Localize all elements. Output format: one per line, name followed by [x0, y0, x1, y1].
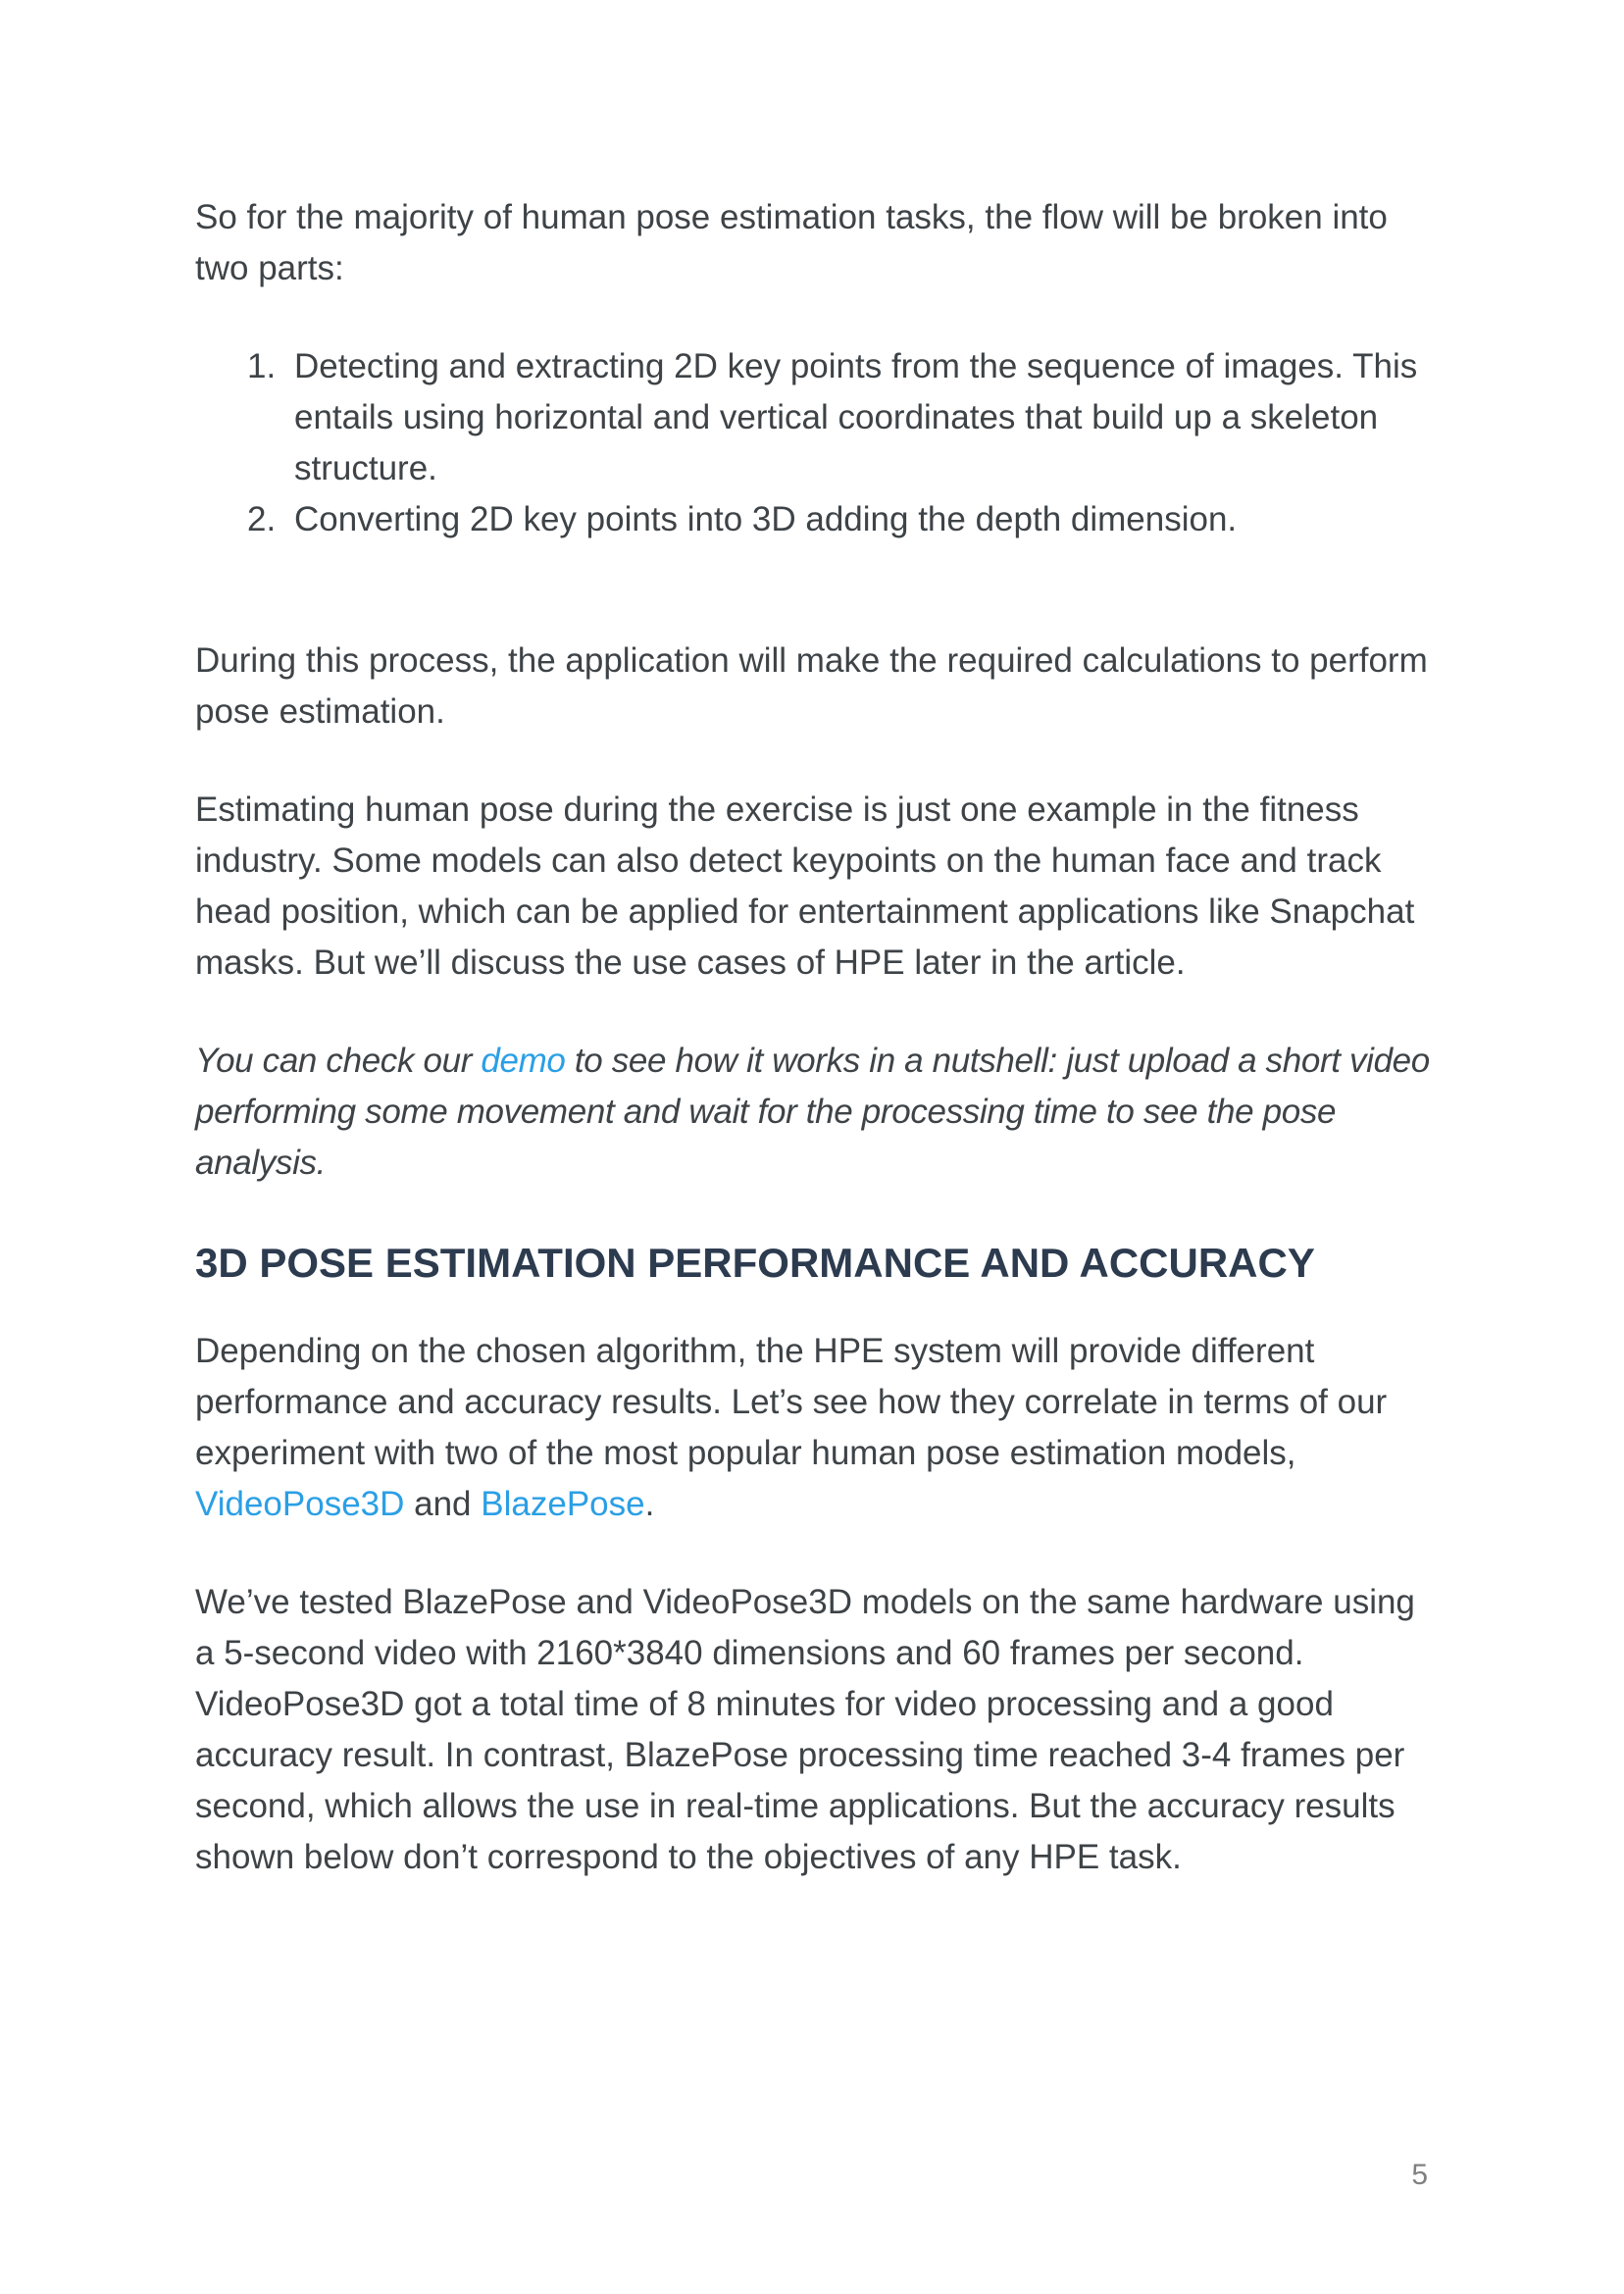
- depending-paragraph-end-text: .: [644, 1485, 655, 1523]
- list-item: [195, 341, 1433, 494]
- numbered-list: [195, 341, 1433, 545]
- videopose3d-link[interactable]: VideoPose3D: [195, 1485, 405, 1523]
- list-item-text: Detecting and extracting 2D key points from the sequence of images. This entails using horizontal and vertical coordinates that build up a skeleton structure.: [294, 347, 1418, 487]
- paragraph-intro: So for the majority of human pose estimation tasks, the flow will be broken into two parts:: [195, 198, 1388, 287]
- list-item: [195, 494, 1433, 545]
- demo-paragraph-pre-text: You can check our: [195, 1042, 482, 1080]
- list-item-marker: 1.: [247, 347, 277, 385]
- paragraph-estimating: Estimating human pose during the exercise is just one example in the fitness industry. Some models can also detect keypoints on the human face and track head position, which can be applied for entertainment applications like Snapchat masks. But we’ll discuss the use cases of HPE later in the article.: [195, 790, 1415, 982]
- blazepose-link[interactable]: BlazePose: [481, 1485, 645, 1523]
- demo-link[interactable]: demo: [481, 1042, 566, 1080]
- page-number: 5: [1411, 2159, 1428, 2191]
- paragraph-during-process: During this process, the application will make the required calculations to perform pose estimation.: [195, 641, 1428, 731]
- page-content: [195, 192, 1433, 1930]
- section-heading: 3D POSE ESTIMATION PERFORMANCE AND ACCURACY: [195, 1240, 1315, 1286]
- depending-paragraph-mid-text: and: [404, 1485, 482, 1523]
- list-item-marker: 2.: [247, 500, 277, 538]
- list-item-text: Converting 2D key points into 3D adding the depth dimension.: [294, 500, 1238, 538]
- depending-paragraph-pre-text: Depending on the chosen algorithm, the HPE system will provide different performance and accuracy results. Let’s see how they correlate in terms of our experiment with two of the most popular human pose estimation models,: [195, 1332, 1388, 1472]
- paragraph-demo: [195, 1036, 1433, 1189]
- paragraph-tested: We’ve tested BlazePose and VideoPose3D models on the same hardware using a 5-second video with 2160*3840 dimensions and 60 frames per second. VideoPose3D got a total time of 8 minutes for video processing and a good accuracy result. In contrast, BlazePose processing time reached 3-4 frames per second, which allows the use in real-time applications. But the accuracy results shown below don’t correspond to the objectives of any HPE task.: [195, 1583, 1415, 1876]
- demo-paragraph-post-text: to see how it works in a nutshell: just upload a short video performing some movement and wait for the processing time to see the pose analysis.: [195, 1042, 1430, 1182]
- paragraph-depending: [195, 1326, 1433, 1530]
